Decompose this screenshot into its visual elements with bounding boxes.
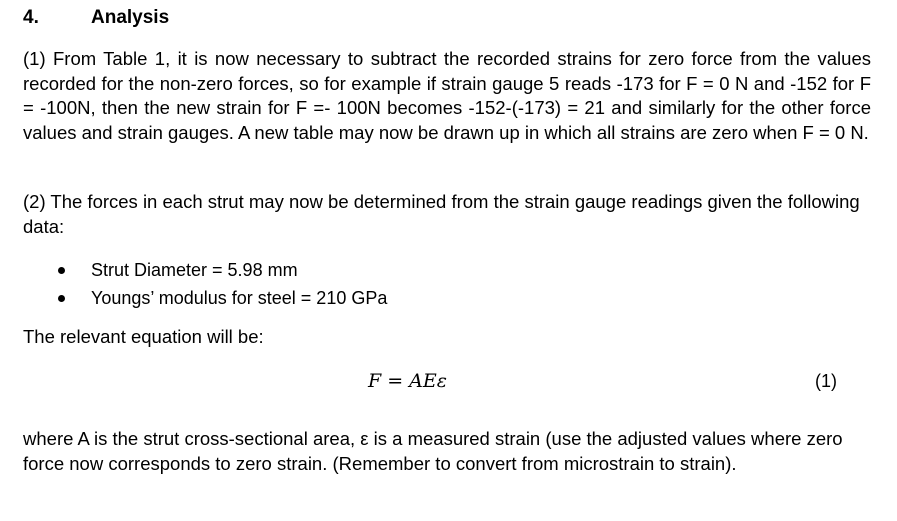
- section-number: 4.: [23, 7, 39, 28]
- bullet-dot-icon: [58, 295, 65, 302]
- bullet-dot-icon: [58, 267, 65, 274]
- bullet-item-strut-diameter: [23, 256, 387, 284]
- paragraph-strut-forces: (2) The forces in each strut may now be determined from the strain gauge readings given the following data:: [23, 191, 860, 237]
- equation: F = AEε: [368, 370, 447, 392]
- section-heading: [23, 6, 169, 30]
- bullet-text: Strut Diameter = 5.98 mm: [91, 260, 298, 280]
- paragraph-equation-intro: The relevant equation will be:: [23, 326, 264, 347]
- bullet-item-youngs-modulus: [23, 284, 387, 312]
- data-bullet-list: [23, 256, 387, 312]
- section-title: Analysis: [91, 7, 170, 28]
- paragraph-strain-adjustment: (1) From Table 1, it is now necessary to subtract the recorded strains for zero force from the values recorded for the non-zero forces, so for example if strain gauge 5 reads -173 for F = 0 N and -152 for F = -100N, then the new strain for F =- 100N becomes -152-(-173) = 21 and similarly for the other force values and strain gauges. A new table may now be drawn up in which all strains are zero when F = 0 N.: [23, 48, 871, 143]
- bullet-text: Youngs’ modulus for steel = 210 GPa: [91, 288, 388, 308]
- paragraph-equation-explanation: where A is the strut cross-sectional area, ε is a measured strain (use the adjusted values where zero force now corresponds to zero strain. (Remember to convert from microstrain to strain).: [23, 428, 843, 474]
- equation-number: (1): [815, 371, 837, 391]
